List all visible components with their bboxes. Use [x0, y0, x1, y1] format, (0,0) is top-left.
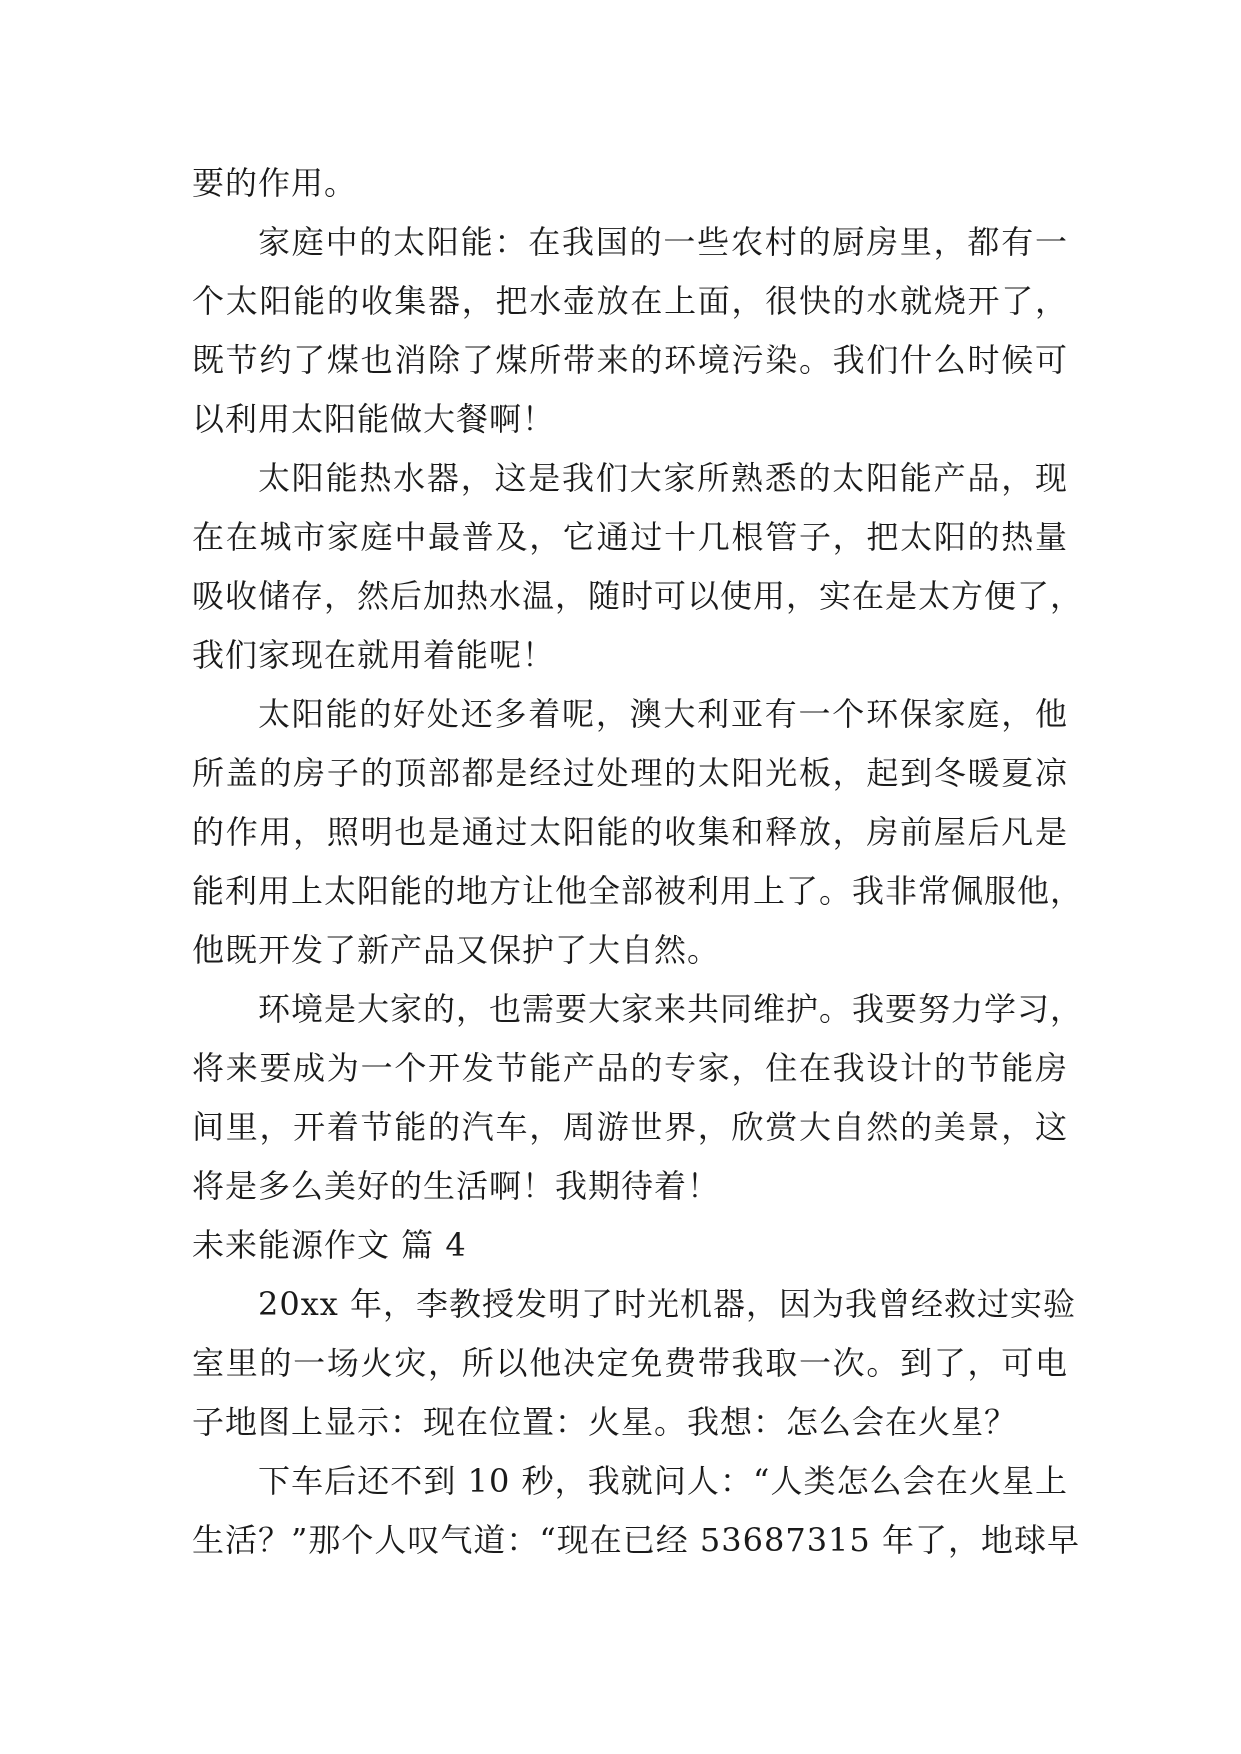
paragraph-line: 我们家现在就用着能呢！: [192, 636, 556, 674]
paragraph-line: 将是多么美好的生活啊！我期待着！: [192, 1167, 721, 1205]
document-page: [192, 154, 1084, 1570]
paragraph-line: 20xx 年，李教授发明了时光机器，因为我曾经救过实验: [258, 1285, 1076, 1323]
paragraph-line: 能利用上太阳能的地方让他全部被利用上了。我非常佩服他，: [192, 872, 1084, 910]
paragraph-line: 吸收储存，然后加热水温，随时可以使用，实在是太方便了，: [192, 577, 1084, 615]
paragraph-line: 要的作用。: [192, 164, 358, 202]
paragraph-line: 家庭中的太阳能：在我国的一些农村的厨房里，都有一: [258, 223, 1068, 261]
paragraph-line: 以利用太阳能做大餐啊！: [192, 400, 556, 438]
paragraph-line: 间里，开着节能的汽车，周游世界，欣赏大自然的美景，这: [192, 1108, 1068, 1146]
section-heading: 未来能源作文 篇 4: [192, 1226, 467, 1264]
paragraph-line: 在在城市家庭中最普及，它通过十几根管子，把太阳的热量: [192, 518, 1068, 556]
paragraph-line: 环境是大家的，也需要大家来共同维护。我要努力学习，: [258, 990, 1084, 1028]
paragraph-line: 太阳能的好处还多着呢，澳大利亚有一个环保家庭，他: [258, 695, 1068, 733]
paragraph-line: 个太阳能的收集器，把水壶放在上面，很快的水就烧开了，: [192, 282, 1068, 320]
paragraph-line: 太阳能热水器，这是我们大家所熟悉的太阳能产品，现: [258, 459, 1068, 497]
paragraph-line: 他既开发了新产品又保护了大自然。: [192, 931, 721, 969]
paragraph-line: 下车后还不到 10 秒，我就问人：“人类怎么会在火星上: [258, 1462, 1068, 1500]
paragraph-line: 子地图上显示：现在位置：火星。我想：怎么会在火星？: [192, 1403, 1018, 1441]
paragraph-line: 既节约了煤也消除了煤所带来的环境污染。我们什么时候可: [192, 341, 1068, 379]
paragraph-line: 生活？”那个人叹气道：“现在已经 53687315 年了，地球早: [192, 1521, 1080, 1559]
paragraph-line: 将来要成为一个开发节能产品的专家，住在我设计的节能房: [192, 1049, 1068, 1087]
paragraph-line: 所盖的房子的顶部都是经过处理的太阳光板，起到冬暖夏凉: [192, 754, 1068, 792]
paragraph-line: 的作用，照明也是通过太阳能的收集和释放，房前屋后凡是: [192, 813, 1068, 851]
paragraph-line: 室里的一场火灾，所以他决定免费带我取一次。到了，可电: [192, 1344, 1068, 1382]
